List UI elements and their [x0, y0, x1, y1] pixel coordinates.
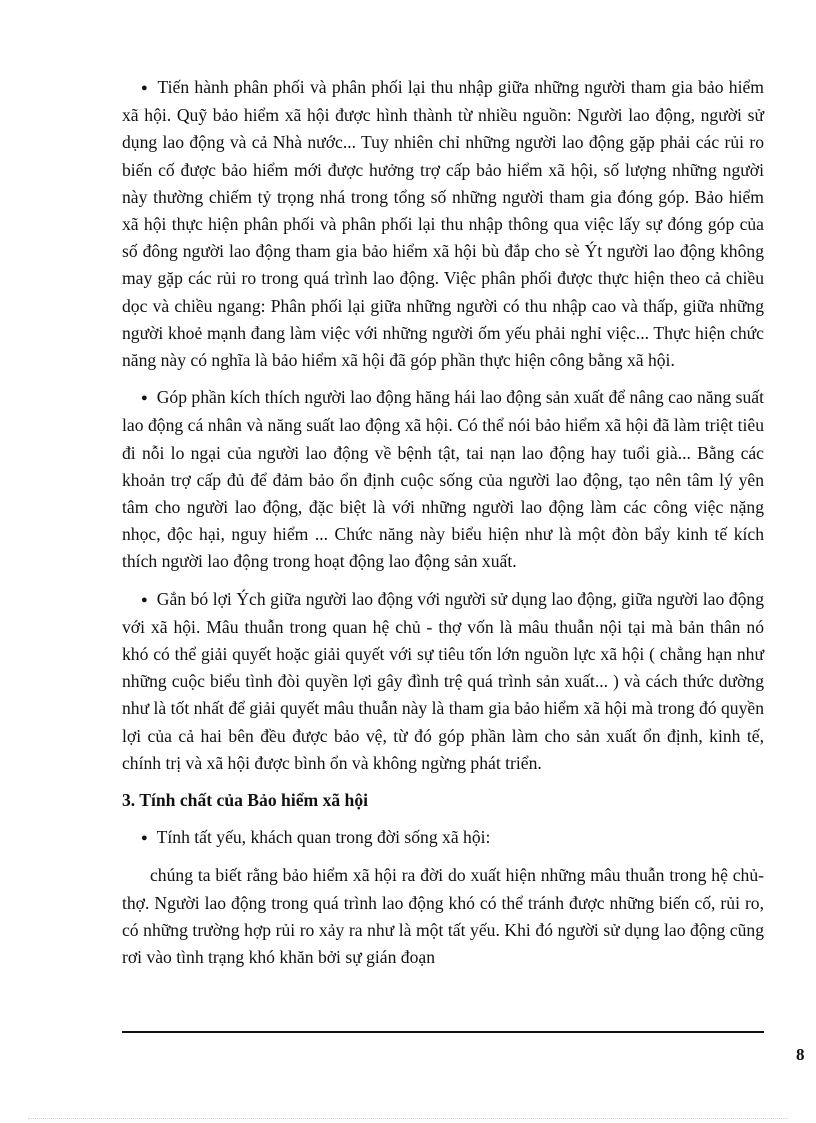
- section-heading: 3. Tính chất của Bảo hiểm xã hội: [122, 790, 369, 811]
- bullet-paragraph-productivity: [122, 384, 764, 575]
- paragraph-text: Góp phần kích thích người lao động hăng hái lao động sản xuất để nâng cao năng suất lao động cá nhân và năng suất lao động xã hội. Có thể nói bảo hiểm xã hội đã làm triệt tiêu đi nỗi lo ngại của người lao động về bệnh tật, tai nạn lao động hay tuổi già... Bằng các khoản trợ cấp đủ để đảm bảo ổn định cuộc sống của người lao động, tạo nên tâm lý yên tâm cho người lao động, đặc biệt là với những người lao động làm các công việc nặng nhọc, độc hại, nguy hiểm ... Chức năng này biểu hiện như là một đòn bẩy kinh tế kích thích người lao động trong hoạt động lao động sản xuất.: [122, 387, 764, 572]
- paragraph-text: Tính tất yếu, khách quan trong đời sống xã hội:: [156, 827, 491, 848]
- bullet-paragraph-inevitability: [122, 824, 764, 852]
- document-body: [122, 74, 764, 971]
- bullet-icon: ●: [141, 392, 148, 405]
- page-number: 8: [796, 1045, 805, 1064]
- bullet-icon: ●: [141, 593, 148, 606]
- bullet-icon: ●: [141, 82, 149, 94]
- paragraph-text: Tiến hành phân phối và phân phối lại thu nhập giữa những người tham gia bảo hiểm xã hội. Quỹ bảo hiểm xã hội được hình thành từ nhiều nguồn: Người lao động, người sử dụng lao động và cả Nhà nước... Tuy nhiên chỉ những người lao động gặp phải các rủi ro biến cố được bảo hiểm mới được hưởng trợ cấp bảo hiểm xã hội, số lượng những người này thường chiếm tỷ trọng nhá trong tổng số những người tham gia đóng góp. Bảo hiểm xã hội thực hiện phân phối và phân phối lại thu nhập thông qua việc lấy sự đóng góp của số đông người lao động tham gia bảo hiểm xã hội bù đắp cho sè Ýt người lao động không may gặp các rủi ro trong quá trình lao động. Việc phân phối được thực hiện theo cả chiều dọc và chiều ngang: Phân phối lại giữa những người có thu nhập cao và thấp, giữa những người khoẻ mạnh đang làm việc với những người ốm yếu phải nghỉ việc... Thực hiện chức năng này có nghĩa là bảo hiểm xã hội đã góp phần thực hiện công bằng xã hội.: [122, 77, 764, 371]
- bullet-icon: ●: [141, 832, 148, 845]
- bullet-paragraph-redistribution: [122, 74, 764, 374]
- body-paragraph: chúng ta biết rằng bảo hiểm xã hội ra đời do xuất hiện những mâu thuẫn trong hệ chủ-thợ. Người lao động trong quá trình lao động khó có thể tránh được những biến cố, rủi ro, có những trường hợp rủi ro xảy ra như là một tất yếu. Khi đó người sử dụng lao động cũng rơi vào tình trạng khó khăn bởi sự gián đoạn: [122, 865, 764, 968]
- paragraph-text: Gắn bó lợi Ých giữa người lao động với người sử dụng lao động, giữa người lao động với xã hội. Mâu thuẫn trong quan hệ chủ - thợ vốn là mâu thuẫn nội tại mà bản thân nó khó có thể giải quyết hoặc giải quyết với sự tiêu tốn lớn nguồn lực xã hội ( chẳng hạn như những cuộc biểu tình đòi quyền lợi gây đình trệ quá trình sản xuất... ) và cách thức dường như là tốt nhất để giải quyết mâu thuẫn này là tham gia bảo hiểm xã hội mà trong đó quyền lợi của cả hai bên đều được bảo vệ, từ đó góp phần làm cho sản xuất ổn định, kinh tế, chính trị và xã hội được bình ổn và không ngừng phát triển.: [122, 588, 764, 773]
- bullet-paragraph-shared-interests: [122, 586, 764, 777]
- page-edge-divider: [28, 1118, 788, 1119]
- footer-divider: [122, 1031, 764, 1033]
